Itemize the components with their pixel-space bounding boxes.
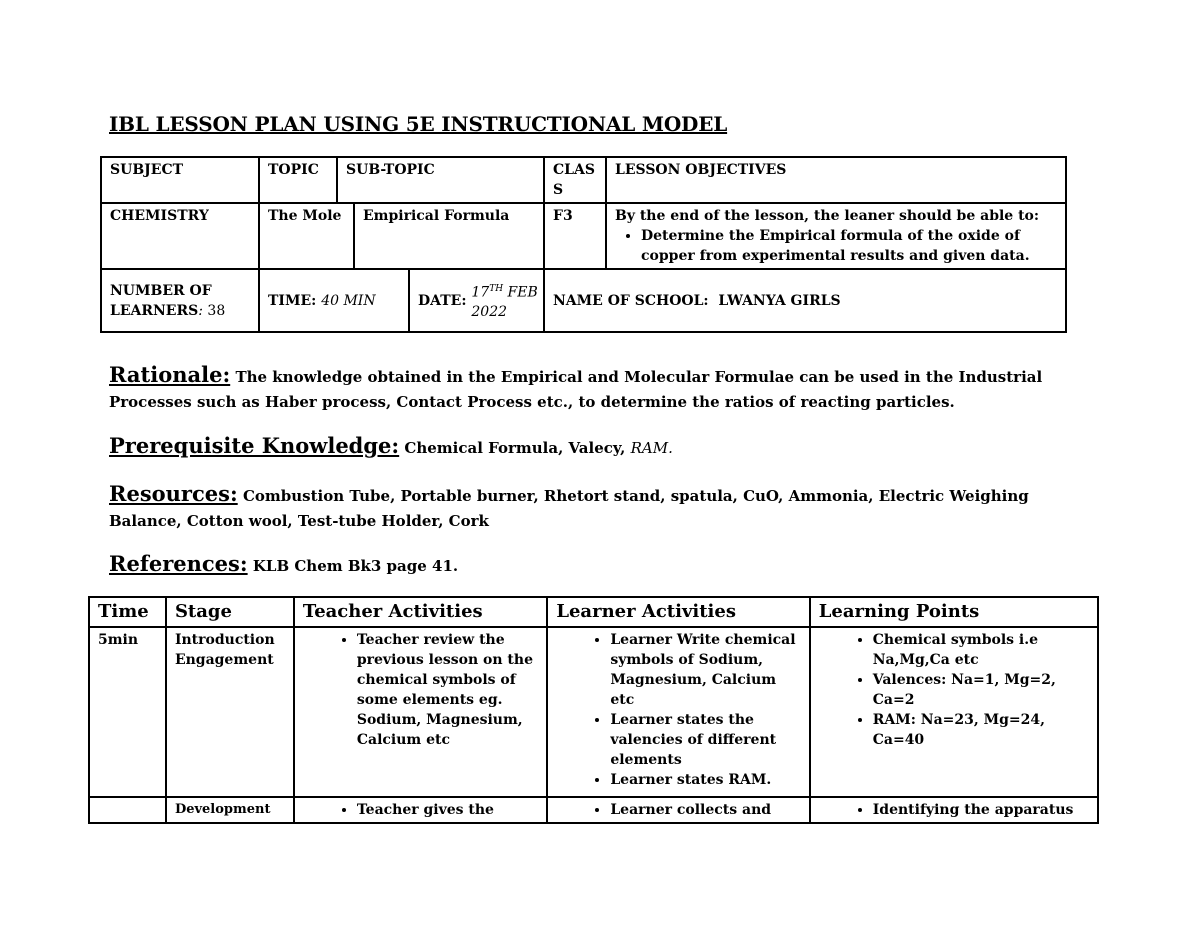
prerequisite-italic: RAM. xyxy=(630,439,673,457)
table-row xyxy=(89,627,1098,797)
time-field: TIME: 40 MIN xyxy=(268,292,376,309)
header-subtopic: SUB-TOPIC xyxy=(337,157,544,203)
header-objectives: LESSON OBJECTIVES xyxy=(606,157,1066,203)
school-cell xyxy=(544,269,1066,332)
row1-time: 5min xyxy=(89,627,166,797)
row2-learner: • Learner collects and xyxy=(547,797,809,823)
list-item: • Teacher review the previous lesson on the chemical symbols of some elements eg. Sodium, Magnesium, Calcium etc xyxy=(357,630,538,750)
date-field: DATE: 17TH FEB 2022 xyxy=(408,269,543,332)
row1-points xyxy=(810,627,1098,797)
row2-teacher: • Teacher gives the xyxy=(294,797,547,823)
rationale-section xyxy=(109,362,1099,415)
date-value: 17TH FEB 2022 xyxy=(471,283,538,321)
lesson-info-table xyxy=(100,156,1067,333)
header-stage: Stage xyxy=(166,597,294,627)
subtopic-value: Empirical Formula xyxy=(354,203,544,269)
time-value: 40 MIN xyxy=(321,292,376,309)
row2-stage: Development xyxy=(166,797,294,823)
objectives-cell xyxy=(606,203,1066,269)
school-label: NAME OF SCHOOL: xyxy=(553,292,709,309)
activity-table xyxy=(88,596,1099,824)
header-class: CLAS S xyxy=(544,157,606,203)
references-section xyxy=(109,551,1099,579)
header-time: Time xyxy=(89,597,166,627)
list-item: • Valences: Na=1, Mg=2, Ca=2 xyxy=(873,670,1089,710)
prerequisite-heading: Prerequisite Knowledge: xyxy=(109,433,400,458)
objectives-intro: By the end of the lesson, the leaner should be able to: xyxy=(615,208,1040,224)
list-item: • Learner Write chemical symbols of Sodium, Magnesium, Calcium etc xyxy=(610,630,800,710)
row1-stage: Introduction Engagement xyxy=(166,627,294,797)
row2-time xyxy=(89,797,166,823)
prerequisite-section xyxy=(109,433,1099,461)
header-teacher: Teacher Activities xyxy=(294,597,547,627)
class-value: F3 xyxy=(544,203,606,269)
list-item: • Learner states the valencies of different elements xyxy=(610,710,800,770)
page-title: IBL LESSON PLAN USING 5E INSTRUCTIONAL MODEL xyxy=(109,112,728,136)
references-heading: References: xyxy=(109,551,248,576)
prerequisite-text: Chemical Formula, Valecy, xyxy=(404,439,626,457)
learners-label: NUMBER OF LEARNERS xyxy=(110,282,212,319)
references-text: KLB Chem Bk3 page 41. xyxy=(252,557,459,575)
rationale-text: The knowledge obtained in the Empirical and Molecular Formulae can be used in the Industrial Processes such as Haber process, Contact Process etc., to determine the ratios of reacting particles. xyxy=(109,368,1043,411)
resources-text: Combustion Tube, Portable burner, Rhetort stand, spatula, CuO, Ammonia, Electric Weighing Balance, Cotton wool, Test-tube Holder, Cork xyxy=(109,487,1029,530)
header-learner: Learner Activities xyxy=(547,597,809,627)
list-item: • Chemical symbols i.e Na,Mg,Ca etc xyxy=(873,630,1089,670)
rationale-heading: Rationale: xyxy=(109,362,231,387)
row1-teacher xyxy=(294,627,547,797)
resources-section xyxy=(109,481,1099,534)
list-item: • RAM: Na=23, Mg=24, Ca=40 xyxy=(873,710,1089,750)
learners-value: 38 xyxy=(207,302,226,319)
school-value: LWANYA GIRLS xyxy=(718,292,841,309)
table-row xyxy=(89,797,1098,823)
time-date-cell xyxy=(259,269,544,332)
header-topic: TOPIC xyxy=(259,157,337,203)
list-item: • Learner states RAM. xyxy=(610,770,800,790)
objectives-list xyxy=(615,226,1057,266)
header-subject: SUBJECT xyxy=(101,157,259,203)
learners-cell: NUMBER OF LEARNERS: 38 xyxy=(101,269,259,332)
row2-points: • Identifying the apparatus xyxy=(810,797,1098,823)
topic-value: The Mole xyxy=(259,203,354,269)
header-points: Learning Points xyxy=(810,597,1098,627)
row1-learner xyxy=(547,627,809,797)
subject-value: CHEMISTRY xyxy=(101,203,259,269)
objective-item: • Determine the Empirical formula of the oxide of copper from experimental results and given data. xyxy=(641,226,1057,266)
resources-heading: Resources: xyxy=(109,481,238,506)
